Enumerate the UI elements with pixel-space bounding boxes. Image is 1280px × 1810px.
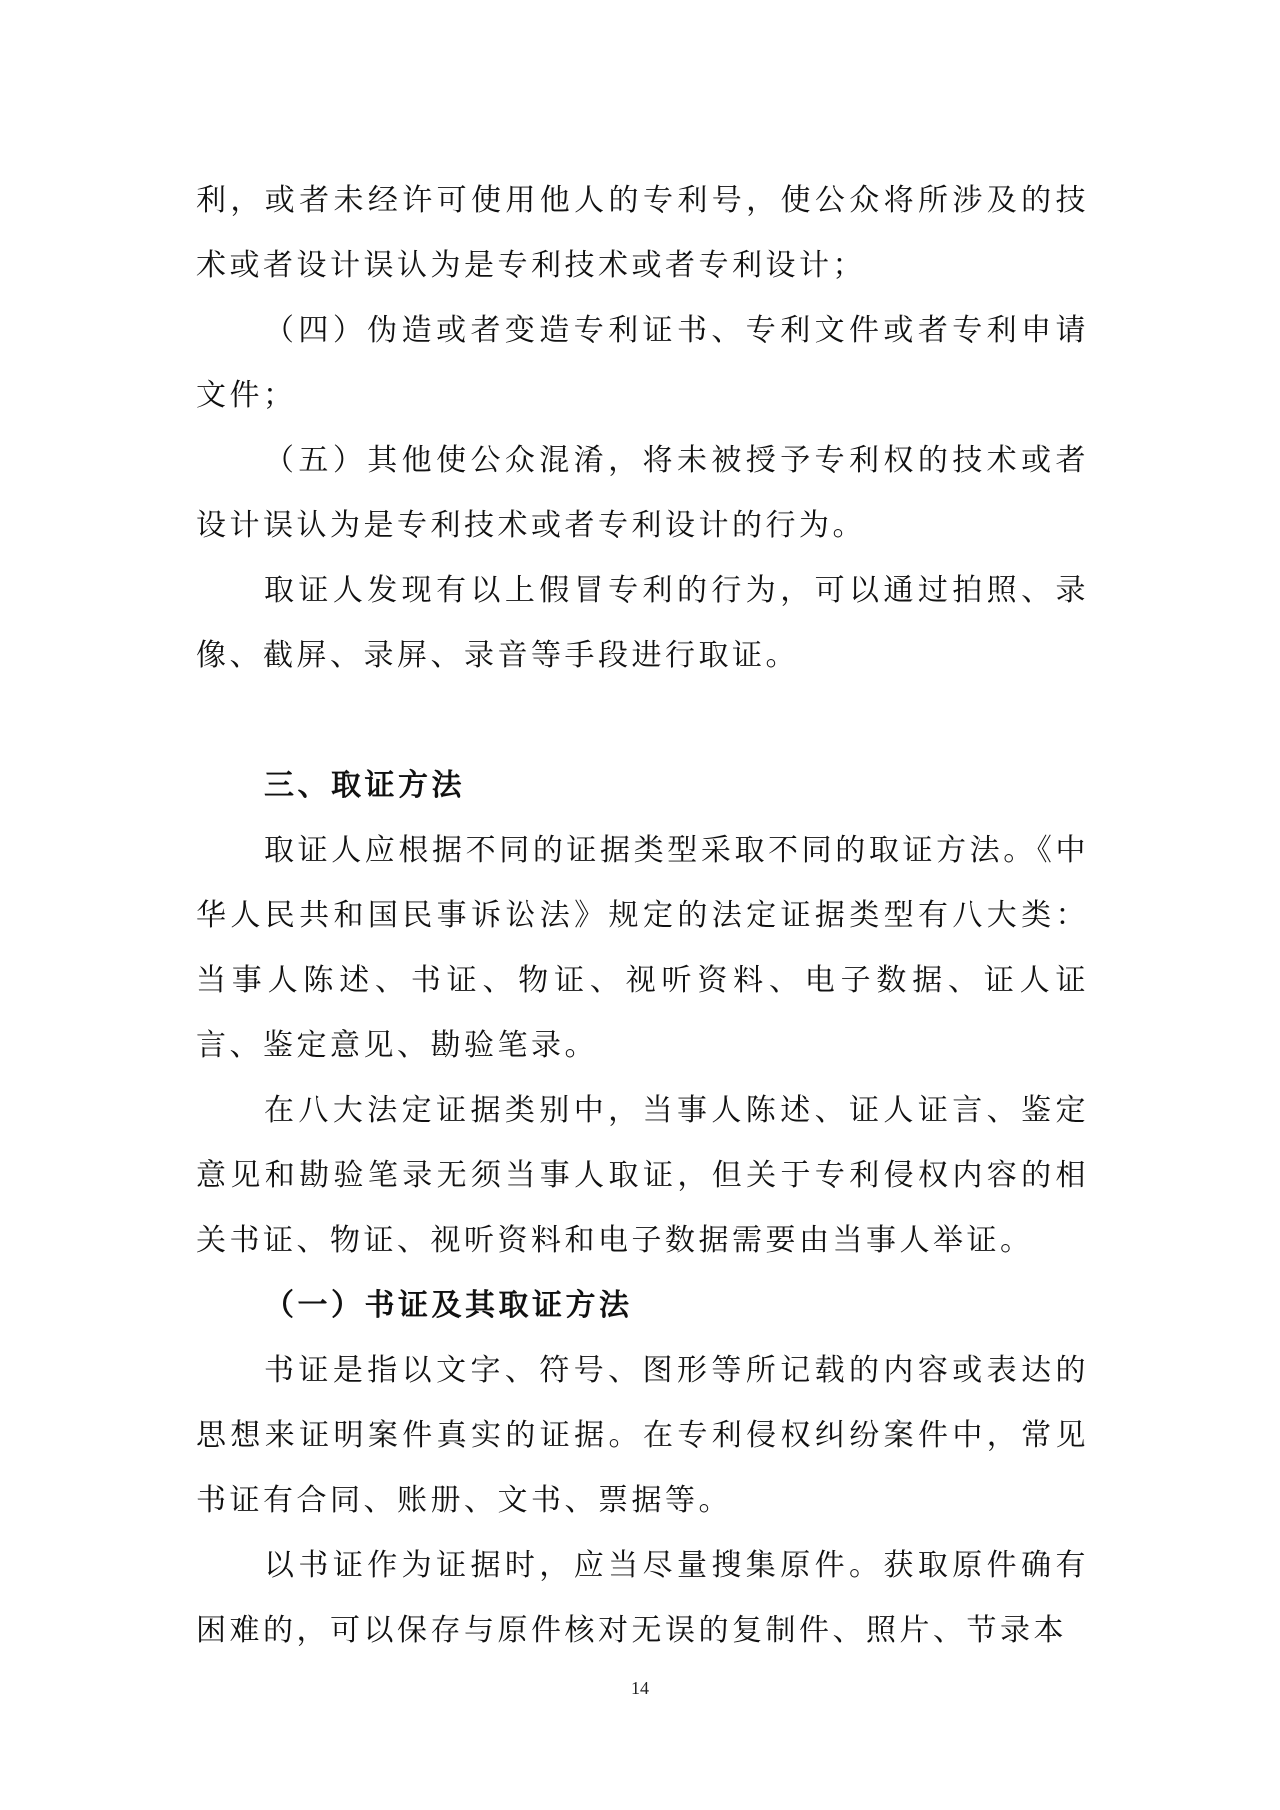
paragraph-eight-categories: 在八大法定证据类别中，当事人陈述、证人证言、鉴定意见和勘验笔录无须当事人取证，但关于专利侵权内容的相关书证、物证、视听资料和电子数据需要由当事人举证。: [196, 1093, 1089, 1258]
paragraph-documentary-evidence: 书证是指以文字、符号、图形等所记载的内容或表达的思想来证明案件真实的证据。在专利侵权纠纷案件中，常见书证有合同、账册、文书、票据等。: [196, 1353, 1089, 1518]
paragraph-original-documents: 以书证作为证据时，应当尽量搜集原件。获取原件确有困难的，可以保存与原件核对无误的复制件、照片、节录本: [196, 1548, 1089, 1648]
section-spacer: [196, 688, 1089, 753]
paragraph-evidence-types: 取证人应根据不同的证据类型采取不同的取证方法。《中华人民共和国民事诉讼法》规定的法定证据类型有八大类：当事人陈述、书证、物证、视听资料、电子数据、证人证言、鉴定意见、勘验笔录。: [196, 833, 1089, 1063]
page-number: 14: [631, 1678, 649, 1698]
paragraph-evidence-means: 取证人发现有以上假冒专利的行为，可以通过拍照、录像、截屏、录屏、录音等手段进行取证。: [196, 573, 1089, 673]
list-item-four: （四）伪造或者变造专利证书、专利文件或者专利申请文件；: [196, 313, 1089, 413]
paragraph-continuation: 利，或者未经许可使用他人的专利号，使公众将所涉及的技术或者设计误认为是专利技术或者专利设计；: [196, 183, 1089, 283]
document-body: [196, 168, 1089, 1663]
subsection-heading: （一）书证及其取证方法: [264, 1288, 633, 1323]
section-heading: 三、取证方法: [264, 768, 465, 803]
list-item-five: （五）其他使公众混淆，将未被授予专利权的技术或者设计误认为是专利技术或者专利设计的行为。: [196, 443, 1089, 543]
